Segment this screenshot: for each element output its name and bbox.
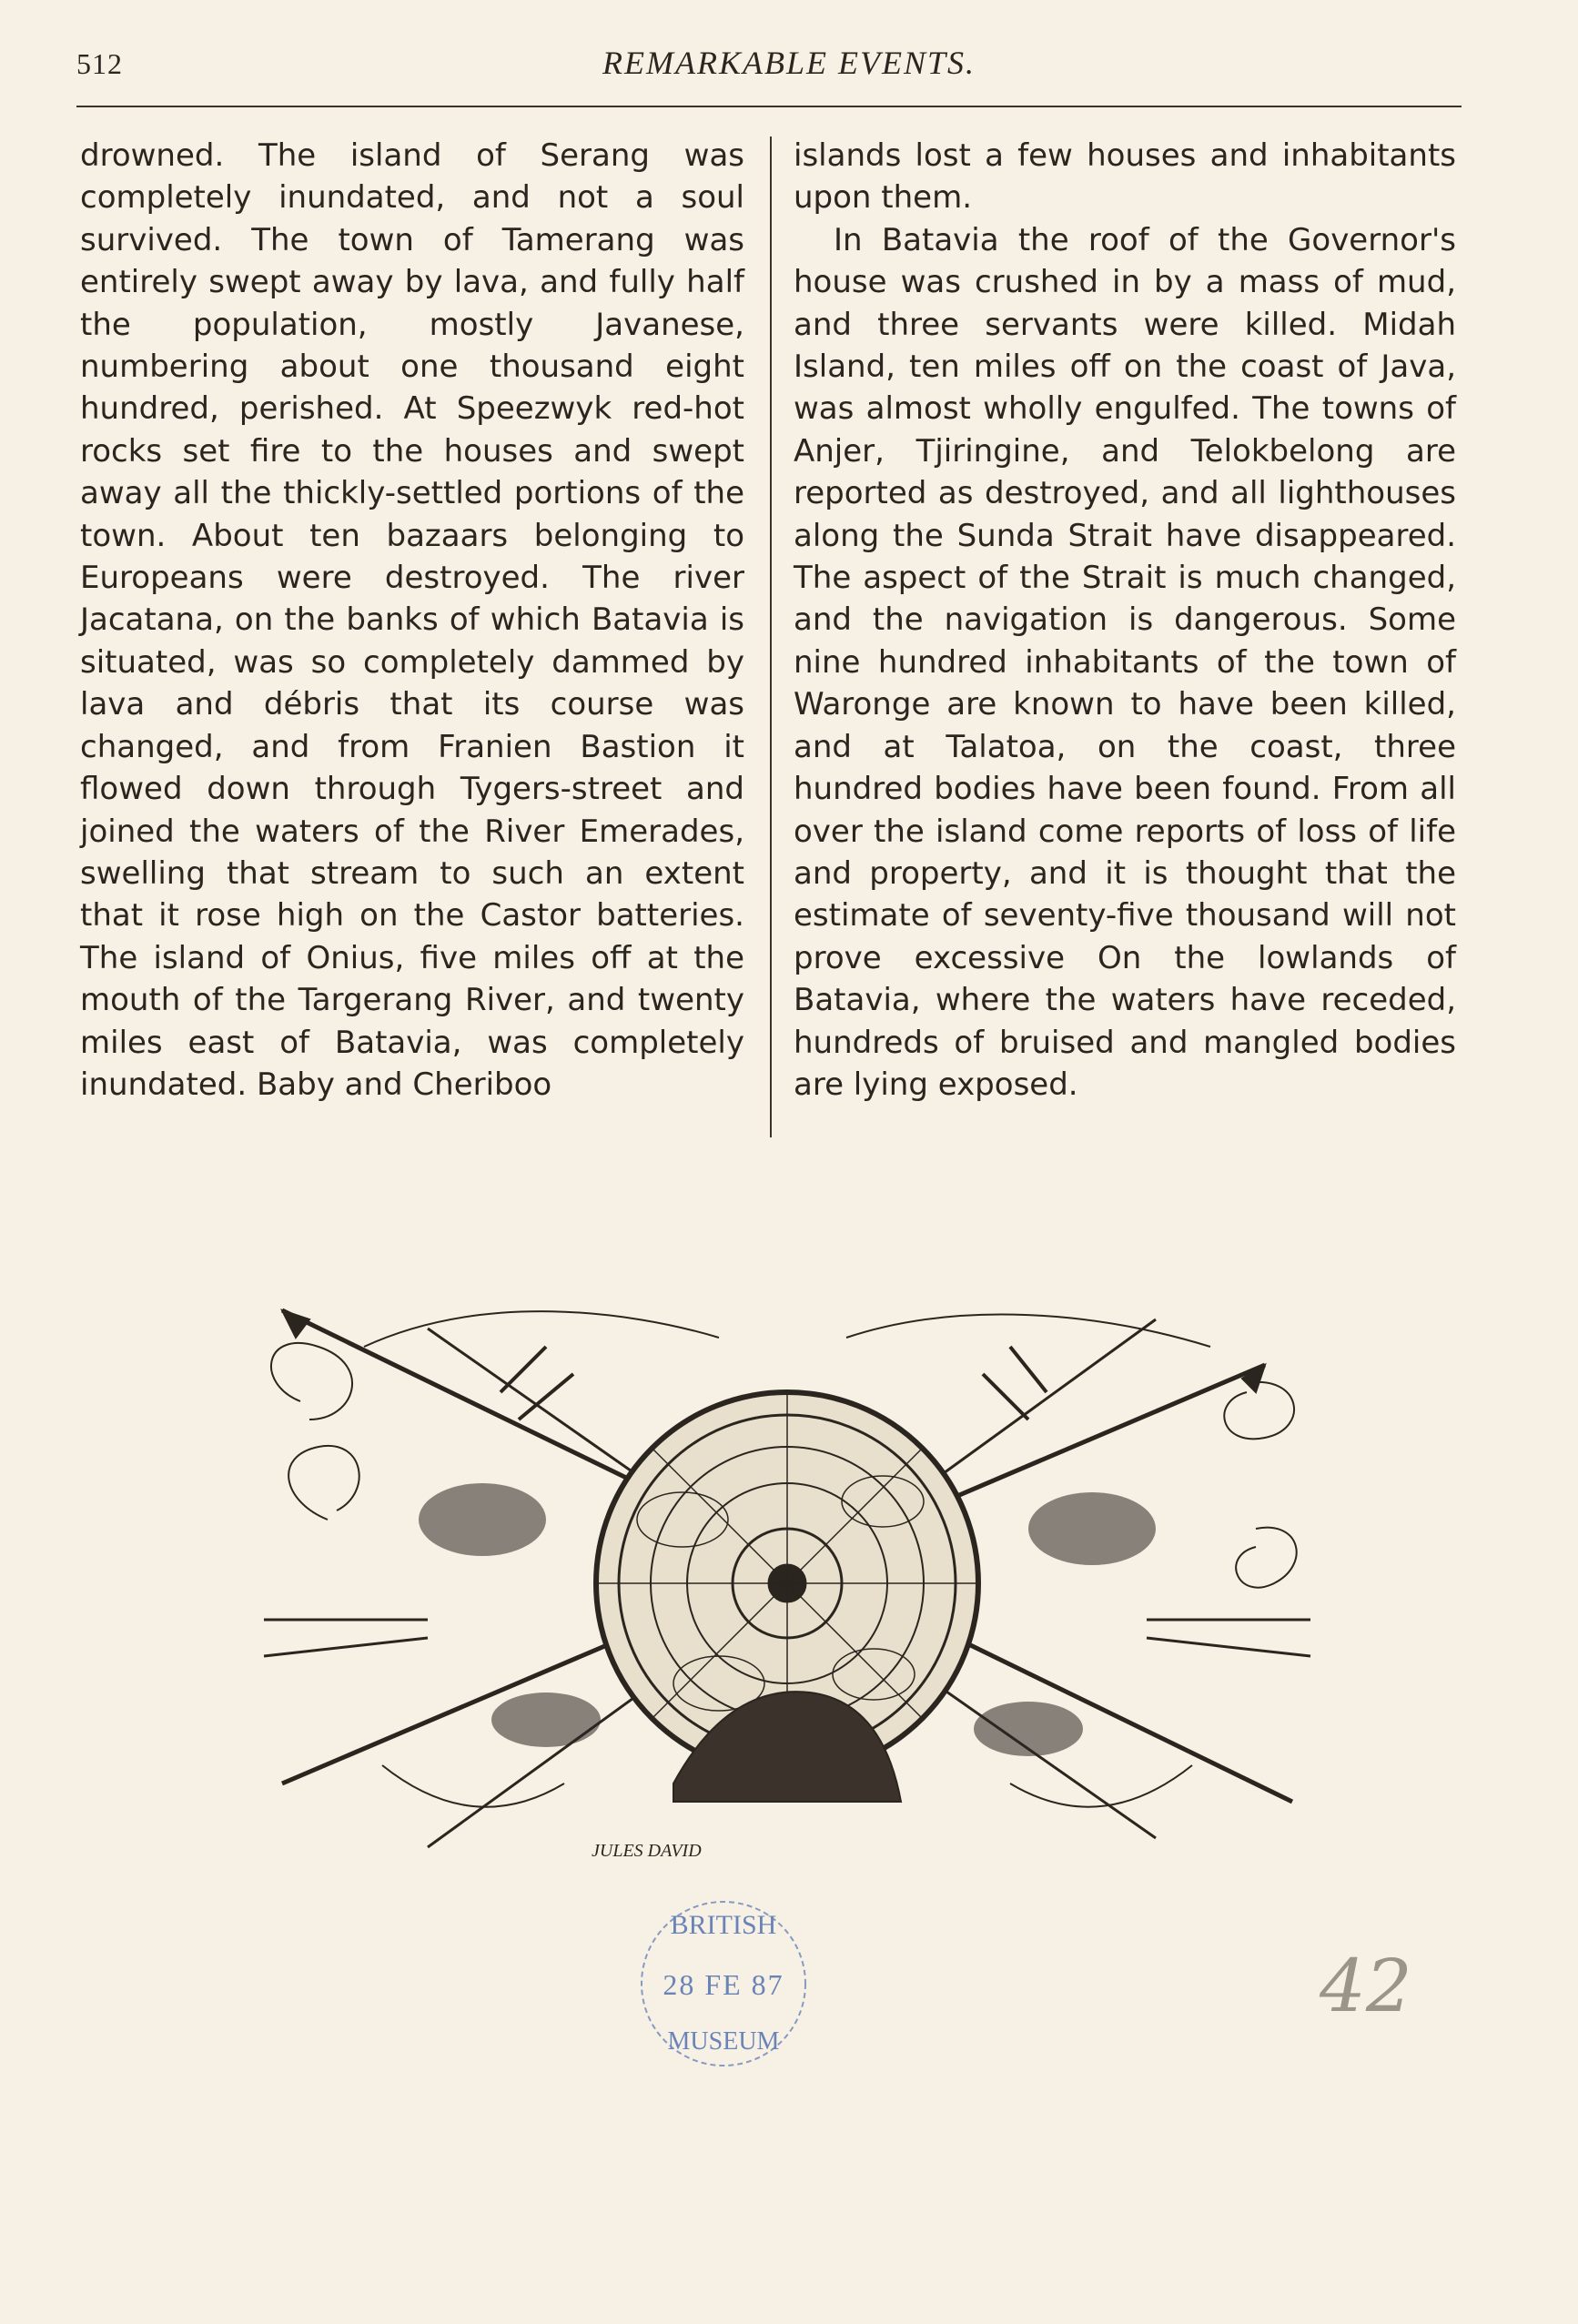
stamp-bottom-text: MUSEUM	[667, 2027, 780, 2056]
left-column-paragraph: drowned. The island of Serang was completely inundated, and not a soul survived. The town of Tamerang was entirely swept away by lava, and fully half the population, mostly Javanese, numbering about one thousand eight hundred, perished. At Speezwyk red-hot rocks set fire to the houses and swept away all the thickly-settled portions of the town. About ten bazaars belonging to Europeans were destroyed. The river Jacatana, on the banks of which Batavia is situated, was so completely dammed by lava and débris that its course was changed, and from Franien Bastion it flowed down through Tygers-street and joined the waters of the River Emerades, swelling that stream to such an extent that it rose high on the Castor batteries. The island of Onius, five miles off at the mouth of the Targerang River, and twenty miles east of Batavia, was completely inundated. Baby and Cheriboo	[80, 137, 744, 1103]
column-divider	[770, 136, 772, 1137]
library-stamp	[619, 1893, 828, 2075]
page-number: 512	[76, 47, 123, 80]
stamp-top-text: BRITISH	[670, 1910, 777, 1940]
engraver-signature: JULES DAVID	[592, 1841, 702, 1861]
running-title: REMARKABLE EVENTS.	[602, 45, 976, 81]
right-column	[794, 135, 1456, 1106]
handwritten-page-number	[1310, 1938, 1456, 2038]
trophy-of-arms-engraving	[246, 1292, 1329, 1874]
stamp-date: 28 FE 87	[663, 1968, 784, 2001]
right-column-paragraph-2: In Batavia the roof of the Governor's house was crushed in by a mass of mud, and three servants were killed. Midah Island, ten miles off on the coast of Java, was almost wholly engulfed. The towns of Anjer, Tjiringine, and Telokbelong are reported as destroyed, and all lighthouses along the Sunda Strait have disappeared. The aspect of the Strait is much changed, and the navigation is dangerous. Some nine hundred inhabitants of the town of Waronge are known to have been killed, and at Talatoa, on the coast, three hundred bodies have been found. From all over the island come reports of loss of life and property, and it is thought that the estimate of seventy-five thousand will not prove excessive On the lowlands of Batavia, where the waters have receded, hundreds of bruised and mangled bodies are lying exposed.	[794, 221, 1456, 1103]
svg-text:42: 42	[1320, 1944, 1412, 2028]
header-rule	[76, 106, 1462, 107]
left-column	[80, 135, 744, 1106]
right-column-paragraph-1: islands lost a few houses and inhabitants upon them.	[794, 137, 1456, 217]
